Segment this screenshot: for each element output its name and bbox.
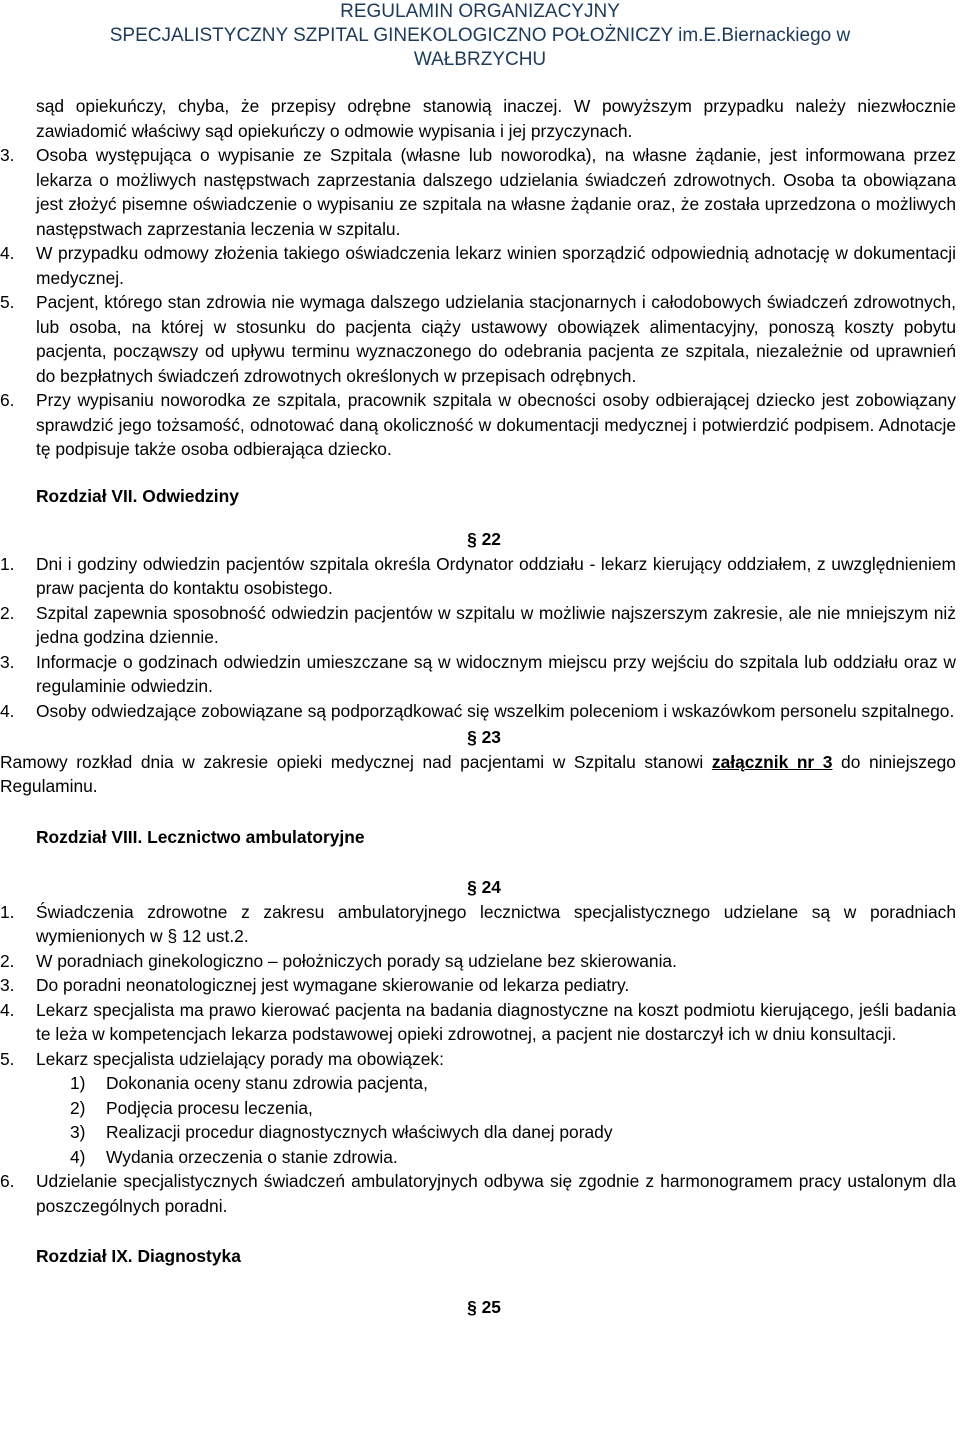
item-text: Lekarz specjalista ma prawo kierować pacjenta na badania diagnostyczne na koszt podmiotu kierującego, jeśli badania te leża w kompetencjach lekarza podstawowej opieki zdrowotnej, a pacjent nie dostarczył ich w dniu konsultacji. (36, 999, 956, 1044)
item-number: 5. (0, 1048, 15, 1069)
list-item (0, 900, 960, 949)
sub-item-number: 1) (70, 1073, 86, 1093)
paragraph-mark-23: § 23 (467, 727, 501, 747)
header-hospital-name: SPECJALISTYCZNY SZPITAL GINEKOLOGICZNO POŁOŻNICZY im.E.Biernackiego w (109, 25, 851, 46)
item-number: 4. (0, 700, 15, 721)
item-text: Osoby odwiedzające zobowiązane są podporządkować się wszelkim poleceniom i wskazówkom personelu szpitalnego. (36, 700, 955, 721)
document-header (0, 0, 960, 72)
list-item (0, 1047, 960, 1072)
section-24-list (0, 900, 960, 1219)
item-number: 4. (0, 999, 15, 1020)
chapter-heading-vii: Rozdział VII. Odwiedziny (36, 485, 239, 506)
item-text: W przypadku odmowy złożenia takiego oświadczenia lekarz winien sporządzić odpowiednią adnotację w dokumentacji medycznej. (36, 243, 956, 288)
sub-list-item (0, 1145, 960, 1170)
paragraph-mark-22: § 22 (467, 529, 501, 549)
item-number: 2. (0, 602, 15, 623)
item-text: Udzielanie specjalistycznych świadczeń ambulatoryjnych odbywa się zgodnie z harmonogramem pracy ustalonym dla poszczególnych poradni. (36, 1171, 956, 1216)
item-text: Szpital zapewnia sposobność odwiedzin pacjentów w szpitalu w możliwie najszerszym zakresie, ale nie mniejszym niż jedna godzina dziennie. (36, 602, 956, 647)
header-city: WAŁBRZYCHU (413, 49, 547, 70)
item-text: Przy wypisaniu noworodka ze szpitala, pracownik szpitala w obecności osoby odbierającej dziecko jest zobowiązany sprawdzić jego tożsamość, odnotować daną okoliczność w dokumentacji medycznej i potwierdzić podpisem. Adnotacje tę podpisuje także osoba odbierająca dziecko. (36, 390, 956, 459)
sub-item-text: Podjęcia procesu leczenia, (106, 1097, 313, 1118)
item-number: 5. (0, 292, 15, 312)
sub-item-text: Dokonania oceny stanu zdrowia pacjenta, (106, 1073, 428, 1093)
item-text: Do poradni neonatologicznej jest wymagane skierowanie od lekarza pediatry. (36, 975, 630, 995)
sub-list-item (0, 1071, 960, 1096)
sub-item-number: 3) (70, 1122, 86, 1142)
item-text: Lekarz specjalista udzielający porady ma obowiązek: (36, 1048, 444, 1069)
list-item (0, 552, 960, 601)
list-item (0, 290, 960, 388)
item-number: 1. (0, 553, 15, 574)
item-number: 3. (0, 145, 15, 165)
item-number: 4. (0, 243, 15, 263)
item-text: Pacjent, którego stan zdrowia nie wymaga dalszego udzielania stacjonarnych i całodobowych świadczeń zdrowotnych, lub osoba, na której w stosunku do pacjenta ciąży ustawowy obowiązek alimentacyjny, ponoszą koszty pobytu pacjenta, począwszy od upływu terminu wyznaczonego do odebrania pacjenta ze szpitala, niezależnie od uprawnień do bezpłatnych świadczeń zdrowotnych określonych w przepisach odrębnych. (36, 292, 956, 386)
item-text: W poradniach ginekologiczno – położniczych porady są udzielane bez skierowania. (36, 950, 677, 971)
item-text: Informacje o godzinach odwiedzin umieszczane są w widocznym miejscu przy wejściu do szpitala lub oddziału oraz w regulaminie odwiedzin. (36, 651, 956, 696)
item-number: 6. (0, 390, 15, 410)
sub-item-number: 2) (70, 1097, 86, 1118)
paragraph-mark-24: § 24 (467, 877, 501, 897)
section-22-list (0, 552, 960, 724)
sub-list-item (0, 1096, 960, 1121)
section-23-post: do niniejszego Regulaminu. (0, 751, 956, 796)
list-item (0, 998, 960, 1047)
sub-item-text: Wydania orzeczenia o stanie zdrowia. (106, 1146, 398, 1167)
list-item (0, 1169, 960, 1218)
list-item (0, 949, 960, 974)
item-number: 1. (0, 901, 15, 922)
chapter-heading-ix: Rozdział IX. Diagnostyka (36, 1246, 241, 1266)
sub-item-text: Realizacji procedur diagnostycznych właściwych dla danej porady (106, 1122, 613, 1142)
attachment-3-link[interactable]: załącznik nr 3 (711, 751, 833, 772)
list-item (0, 650, 960, 699)
item-number: 2. (0, 950, 15, 971)
sub-item-number: 4) (70, 1146, 86, 1167)
section-21-list (0, 143, 960, 462)
chapter-heading-viii: Rozdział VIII. Lecznictwo ambulatoryjne (36, 826, 365, 847)
list-item (0, 973, 960, 998)
list-item (0, 699, 960, 724)
list-item (0, 601, 960, 650)
list-item (0, 388, 960, 462)
item-number: 3. (0, 975, 15, 995)
section-23-pre: Ramowy rozkład dnia w zakresie opieki medycznej nad pacjentami w Szpitalu stanowi (0, 751, 704, 772)
item-number: 3. (0, 651, 15, 672)
sub-list-item (0, 1120, 960, 1145)
item-text: Świadczenia zdrowotne z zakresu ambulatoryjnego lecznictwa specjalistycznego udzielane są w poradniach wymienionych w § 12 ust.2. (36, 901, 956, 946)
section-23-text (0, 750, 960, 799)
continued-paragraph: sąd opiekuńczy, chyba, że przepisy odrębne stanowią inaczej. W powyższym przypadku należy niezwłocznie zawiadomić właściwy sąd opiekuńczy o odmowie wypisania i jej przyczynach. (36, 96, 956, 141)
paragraph-mark-25: § 25 (467, 1296, 501, 1317)
header-title: REGULAMIN ORGANIZACYJNY (340, 1, 620, 22)
list-item (0, 143, 960, 241)
item-number: 6. (0, 1171, 15, 1191)
item-text: Dni i godziny odwiedzin pacjentów szpitala określa Ordynator oddziału - lekarz kierujący oddziałem, z uwzględnieniem praw pacjenta do kontaktu osobistego. (36, 553, 956, 598)
list-item (0, 241, 960, 290)
document-body (0, 94, 960, 1319)
item-text: Osoba występująca o wypisanie ze Szpitala (własne lub noworodka), na własne żądanie, jest informowana przez lekarza o możliwych następstwach zaprzestania dalszego udzielania świadczeń zdrowotnych. Osoba ta obowiązana jest złożyć pisemne oświadczenie o wypisaniu ze szpitala na własne żądanie oraz, że została uprzedzona o możliwych następstwach zaprzestania leczenia w szpitalu. (36, 145, 956, 239)
